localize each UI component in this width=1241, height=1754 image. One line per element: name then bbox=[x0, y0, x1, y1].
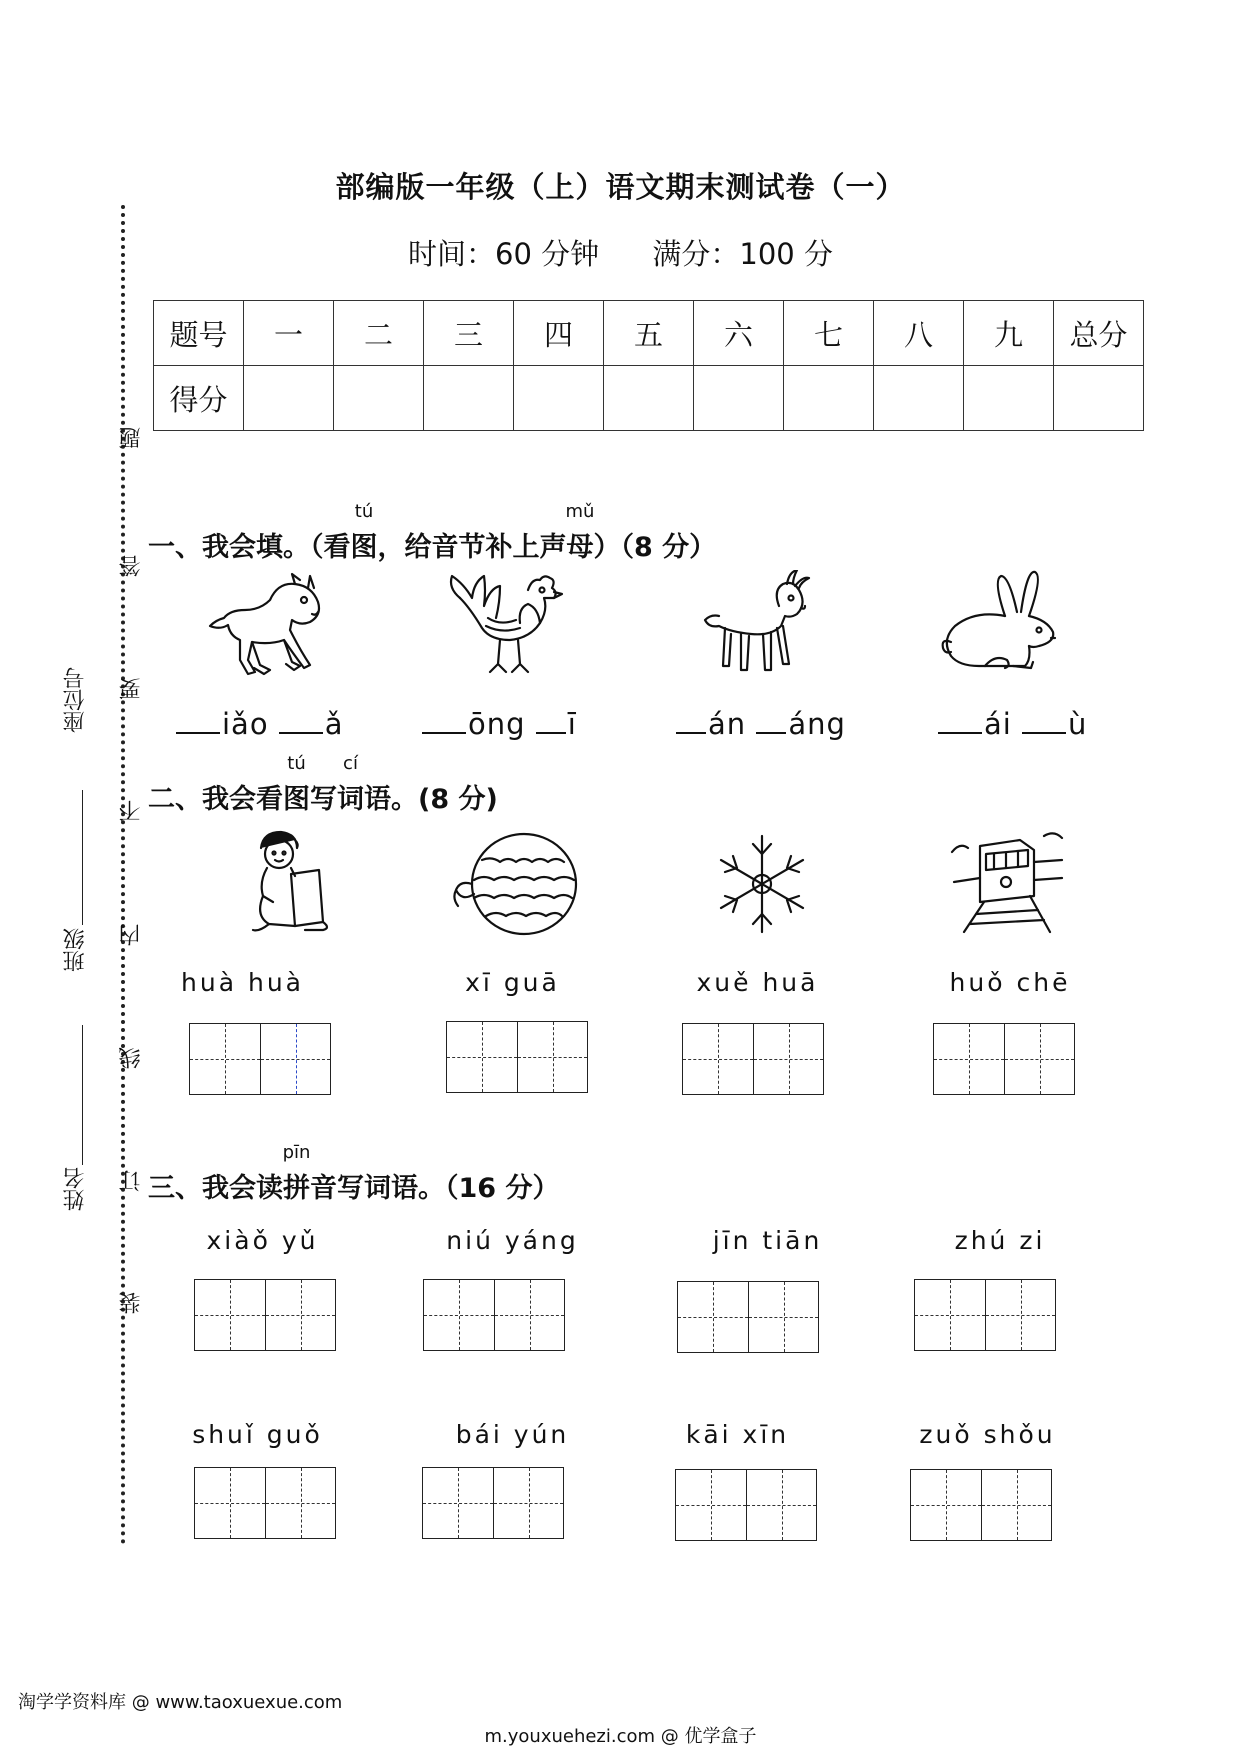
pinyin-label: zhú zi bbox=[954, 1226, 1046, 1255]
blank-2[interactable] bbox=[1022, 708, 1066, 734]
syllable-part: ǎ bbox=[324, 707, 344, 741]
binding-dotted-line bbox=[121, 205, 125, 1545]
syllable-part: ái bbox=[984, 707, 1012, 741]
pinyin-label: xuě huā bbox=[696, 968, 819, 997]
writing-cell[interactable] bbox=[493, 1468, 563, 1538]
writing-cell[interactable] bbox=[753, 1024, 823, 1094]
syllable-part: ōng bbox=[468, 707, 526, 741]
score-input-cell[interactable] bbox=[604, 366, 694, 431]
class-label: 班级 bbox=[63, 928, 88, 972]
section1-ruby-2 bbox=[565, 501, 595, 564]
score-header-cell: 三 bbox=[424, 301, 514, 366]
ruby-text: cí bbox=[343, 753, 358, 774]
writing-grid[interactable] bbox=[422, 1467, 564, 1539]
section1-middle: ，给音节补上声 bbox=[377, 532, 567, 563]
goat-icon bbox=[697, 570, 815, 682]
writing-cell[interactable] bbox=[915, 1280, 985, 1350]
score-header-cell: 二 bbox=[334, 301, 424, 366]
binding-char-7: 订 bbox=[119, 1170, 144, 1192]
score-input-cell[interactable] bbox=[694, 366, 784, 431]
seat-number-label: 座位号 bbox=[63, 667, 88, 733]
footer-watermark-center[interactable]: m.youxuehezi.com @ 优学盒子 bbox=[484, 1726, 757, 1747]
pinyin-label: kāi xīn bbox=[685, 1420, 790, 1449]
rabbit-icon bbox=[935, 570, 1060, 682]
pinyin-label: huà huà bbox=[181, 968, 304, 997]
binding-char-2: 答 bbox=[119, 555, 144, 577]
writing-grid[interactable] bbox=[914, 1279, 1056, 1351]
score-input-cell[interactable] bbox=[334, 366, 424, 431]
score-table bbox=[153, 300, 1144, 431]
section2-ruby-2 bbox=[337, 753, 364, 816]
section1-prefix: 一、我会填。（看 bbox=[148, 532, 351, 563]
score-input-cell[interactable] bbox=[244, 366, 334, 431]
binding-char-6: 线 bbox=[119, 1047, 144, 1069]
score-header-cell: 一 bbox=[244, 301, 334, 366]
page-title: 部编版一年级（上）语文期末测试卷（一） bbox=[335, 170, 906, 204]
boy-drawing-icon bbox=[245, 830, 330, 938]
score-input-cell[interactable] bbox=[964, 366, 1054, 431]
score-header-cell: 题号 bbox=[154, 301, 244, 366]
blank-1[interactable] bbox=[938, 708, 982, 734]
writing-cell[interactable] bbox=[260, 1024, 330, 1094]
score-input-cell[interactable] bbox=[874, 366, 964, 431]
fill-item-horse bbox=[176, 707, 344, 741]
section3-prefix: 三、我会读 bbox=[148, 1173, 283, 1204]
blank-1[interactable] bbox=[676, 708, 706, 734]
writing-grid[interactable] bbox=[194, 1467, 336, 1539]
binding-char-4: 不 bbox=[119, 800, 144, 822]
section3-suffix: 音写词语。（16 分） bbox=[310, 1173, 560, 1204]
syllable-part: ī bbox=[567, 707, 577, 741]
blank-2[interactable] bbox=[756, 708, 786, 734]
binding-char-3: 要 bbox=[119, 678, 144, 700]
score-input-cell[interactable] bbox=[514, 366, 604, 431]
writing-cell[interactable] bbox=[1004, 1024, 1074, 1094]
fill-item-rabbit bbox=[938, 707, 1087, 741]
ruby-base: 拼 bbox=[283, 1173, 310, 1204]
train-icon bbox=[950, 832, 1065, 936]
writing-cell[interactable] bbox=[190, 1024, 260, 1094]
syllable-part: ù bbox=[1068, 707, 1088, 741]
name-blank-line[interactable] bbox=[82, 1025, 83, 1165]
score-header-cell: 总分 bbox=[1054, 301, 1144, 366]
blank-2[interactable] bbox=[536, 708, 566, 734]
time-limit: 时间：60 分钟 bbox=[408, 237, 600, 271]
writing-cell[interactable] bbox=[423, 1468, 493, 1538]
score-row-label: 得分 bbox=[154, 366, 244, 431]
score-input-cell[interactable] bbox=[784, 366, 874, 431]
ruby-base: 词 bbox=[337, 784, 364, 815]
syllable-part: áng bbox=[788, 707, 846, 741]
ruby-text: mǔ bbox=[565, 501, 595, 522]
section2-suffix: 语。(8 分) bbox=[364, 784, 498, 815]
writing-cell[interactable] bbox=[985, 1280, 1055, 1350]
pinyin-label: huǒ chē bbox=[949, 968, 1071, 997]
section3-heading bbox=[148, 1142, 560, 1205]
writing-cell[interactable] bbox=[424, 1280, 494, 1350]
writing-cell[interactable] bbox=[911, 1470, 981, 1540]
ruby-base: 图 bbox=[283, 784, 310, 815]
writing-cell[interactable] bbox=[676, 1470, 746, 1540]
ruby-text: pīn bbox=[282, 1142, 311, 1163]
pinyin-label: niú yáng bbox=[446, 1226, 579, 1255]
score-input-cell[interactable] bbox=[424, 366, 514, 431]
ruby-text: tú bbox=[287, 753, 306, 774]
ruby-base: 图 bbox=[350, 532, 378, 563]
ruby-text: tú bbox=[354, 501, 374, 522]
score-header-cell: 八 bbox=[874, 301, 964, 366]
pinyin-label: xiàǒ yǔ bbox=[206, 1226, 319, 1255]
blank-2[interactable] bbox=[279, 708, 323, 734]
score-header-cell: 六 bbox=[694, 301, 784, 366]
score-header-cell: 四 bbox=[514, 301, 604, 366]
section2-ruby-1 bbox=[283, 753, 310, 816]
rooster-icon bbox=[440, 568, 565, 686]
writing-grid[interactable] bbox=[933, 1023, 1075, 1095]
writing-cell[interactable] bbox=[517, 1022, 587, 1092]
pinyin-label: jīn tiān bbox=[712, 1226, 823, 1255]
score-header-cell: 七 bbox=[784, 301, 874, 366]
writing-cell[interactable] bbox=[494, 1280, 564, 1350]
binding-char-1: 题 bbox=[119, 427, 144, 449]
writing-cell[interactable] bbox=[934, 1024, 1004, 1094]
writing-cell[interactable] bbox=[748, 1282, 818, 1352]
section2-heading bbox=[148, 753, 498, 816]
section3-ruby-1 bbox=[282, 1142, 311, 1205]
writing-cell[interactable] bbox=[746, 1470, 816, 1540]
writing-grid[interactable] bbox=[194, 1279, 336, 1351]
fill-item-goat bbox=[676, 707, 846, 741]
writing-cell[interactable] bbox=[678, 1282, 748, 1352]
pinyin-label: zuǒ shǒu bbox=[919, 1420, 1056, 1449]
writing-grid[interactable] bbox=[423, 1279, 565, 1351]
section1-ruby-1 bbox=[350, 501, 378, 564]
pinyin-label: bái yún bbox=[455, 1420, 570, 1449]
writing-cell[interactable] bbox=[265, 1468, 335, 1538]
writing-cell[interactable] bbox=[683, 1024, 753, 1094]
binding-char-5: 内 bbox=[119, 924, 144, 946]
score-input-cell[interactable] bbox=[1054, 366, 1144, 431]
name-label: 姓名 bbox=[63, 1167, 88, 1211]
writing-cell[interactable] bbox=[447, 1022, 517, 1092]
writing-grid[interactable] bbox=[682, 1023, 824, 1095]
full-score: 满分：100 分 bbox=[652, 237, 833, 271]
syllable-part: án bbox=[708, 707, 747, 741]
writing-grid[interactable] bbox=[677, 1281, 819, 1353]
score-header-cell: 九 bbox=[964, 301, 1054, 366]
writing-grid[interactable] bbox=[446, 1021, 588, 1093]
pinyin-label: shuǐ guǒ bbox=[192, 1420, 323, 1449]
fill-item-rooster bbox=[422, 707, 577, 741]
score-table-score-row bbox=[154, 366, 1144, 431]
writing-grid[interactable] bbox=[189, 1023, 331, 1095]
blank-1[interactable] bbox=[176, 708, 220, 734]
section1-heading bbox=[148, 501, 717, 564]
watermelon-icon bbox=[452, 830, 582, 938]
horse-icon bbox=[200, 570, 335, 685]
writing-cell[interactable] bbox=[265, 1280, 335, 1350]
syllable-part: iǎo bbox=[222, 707, 269, 741]
binding-char-8: 装 bbox=[119, 1292, 144, 1314]
writing-cell[interactable] bbox=[195, 1280, 265, 1350]
score-header-cell: 五 bbox=[604, 301, 694, 366]
writing-grid[interactable] bbox=[675, 1469, 817, 1541]
section2-prefix: 二、我会看 bbox=[148, 784, 283, 815]
writing-cell[interactable] bbox=[981, 1470, 1051, 1540]
score-table-header-row bbox=[154, 301, 1144, 366]
snowflake-icon bbox=[715, 832, 810, 936]
class-blank-line[interactable] bbox=[82, 790, 83, 925]
exam-info bbox=[0, 232, 1241, 273]
pinyin-label: xī guā bbox=[465, 968, 560, 997]
ruby-base: 母 bbox=[566, 532, 594, 563]
section2-mid: 写 bbox=[310, 784, 337, 815]
section1-suffix: ）（8 分） bbox=[593, 532, 717, 563]
footer-watermark-left[interactable]: 淘学学资料库 @ www.taoxuexue.com bbox=[18, 1692, 343, 1713]
writing-cell[interactable] bbox=[195, 1468, 265, 1538]
blank-1[interactable] bbox=[422, 708, 466, 734]
writing-grid[interactable] bbox=[910, 1469, 1052, 1541]
